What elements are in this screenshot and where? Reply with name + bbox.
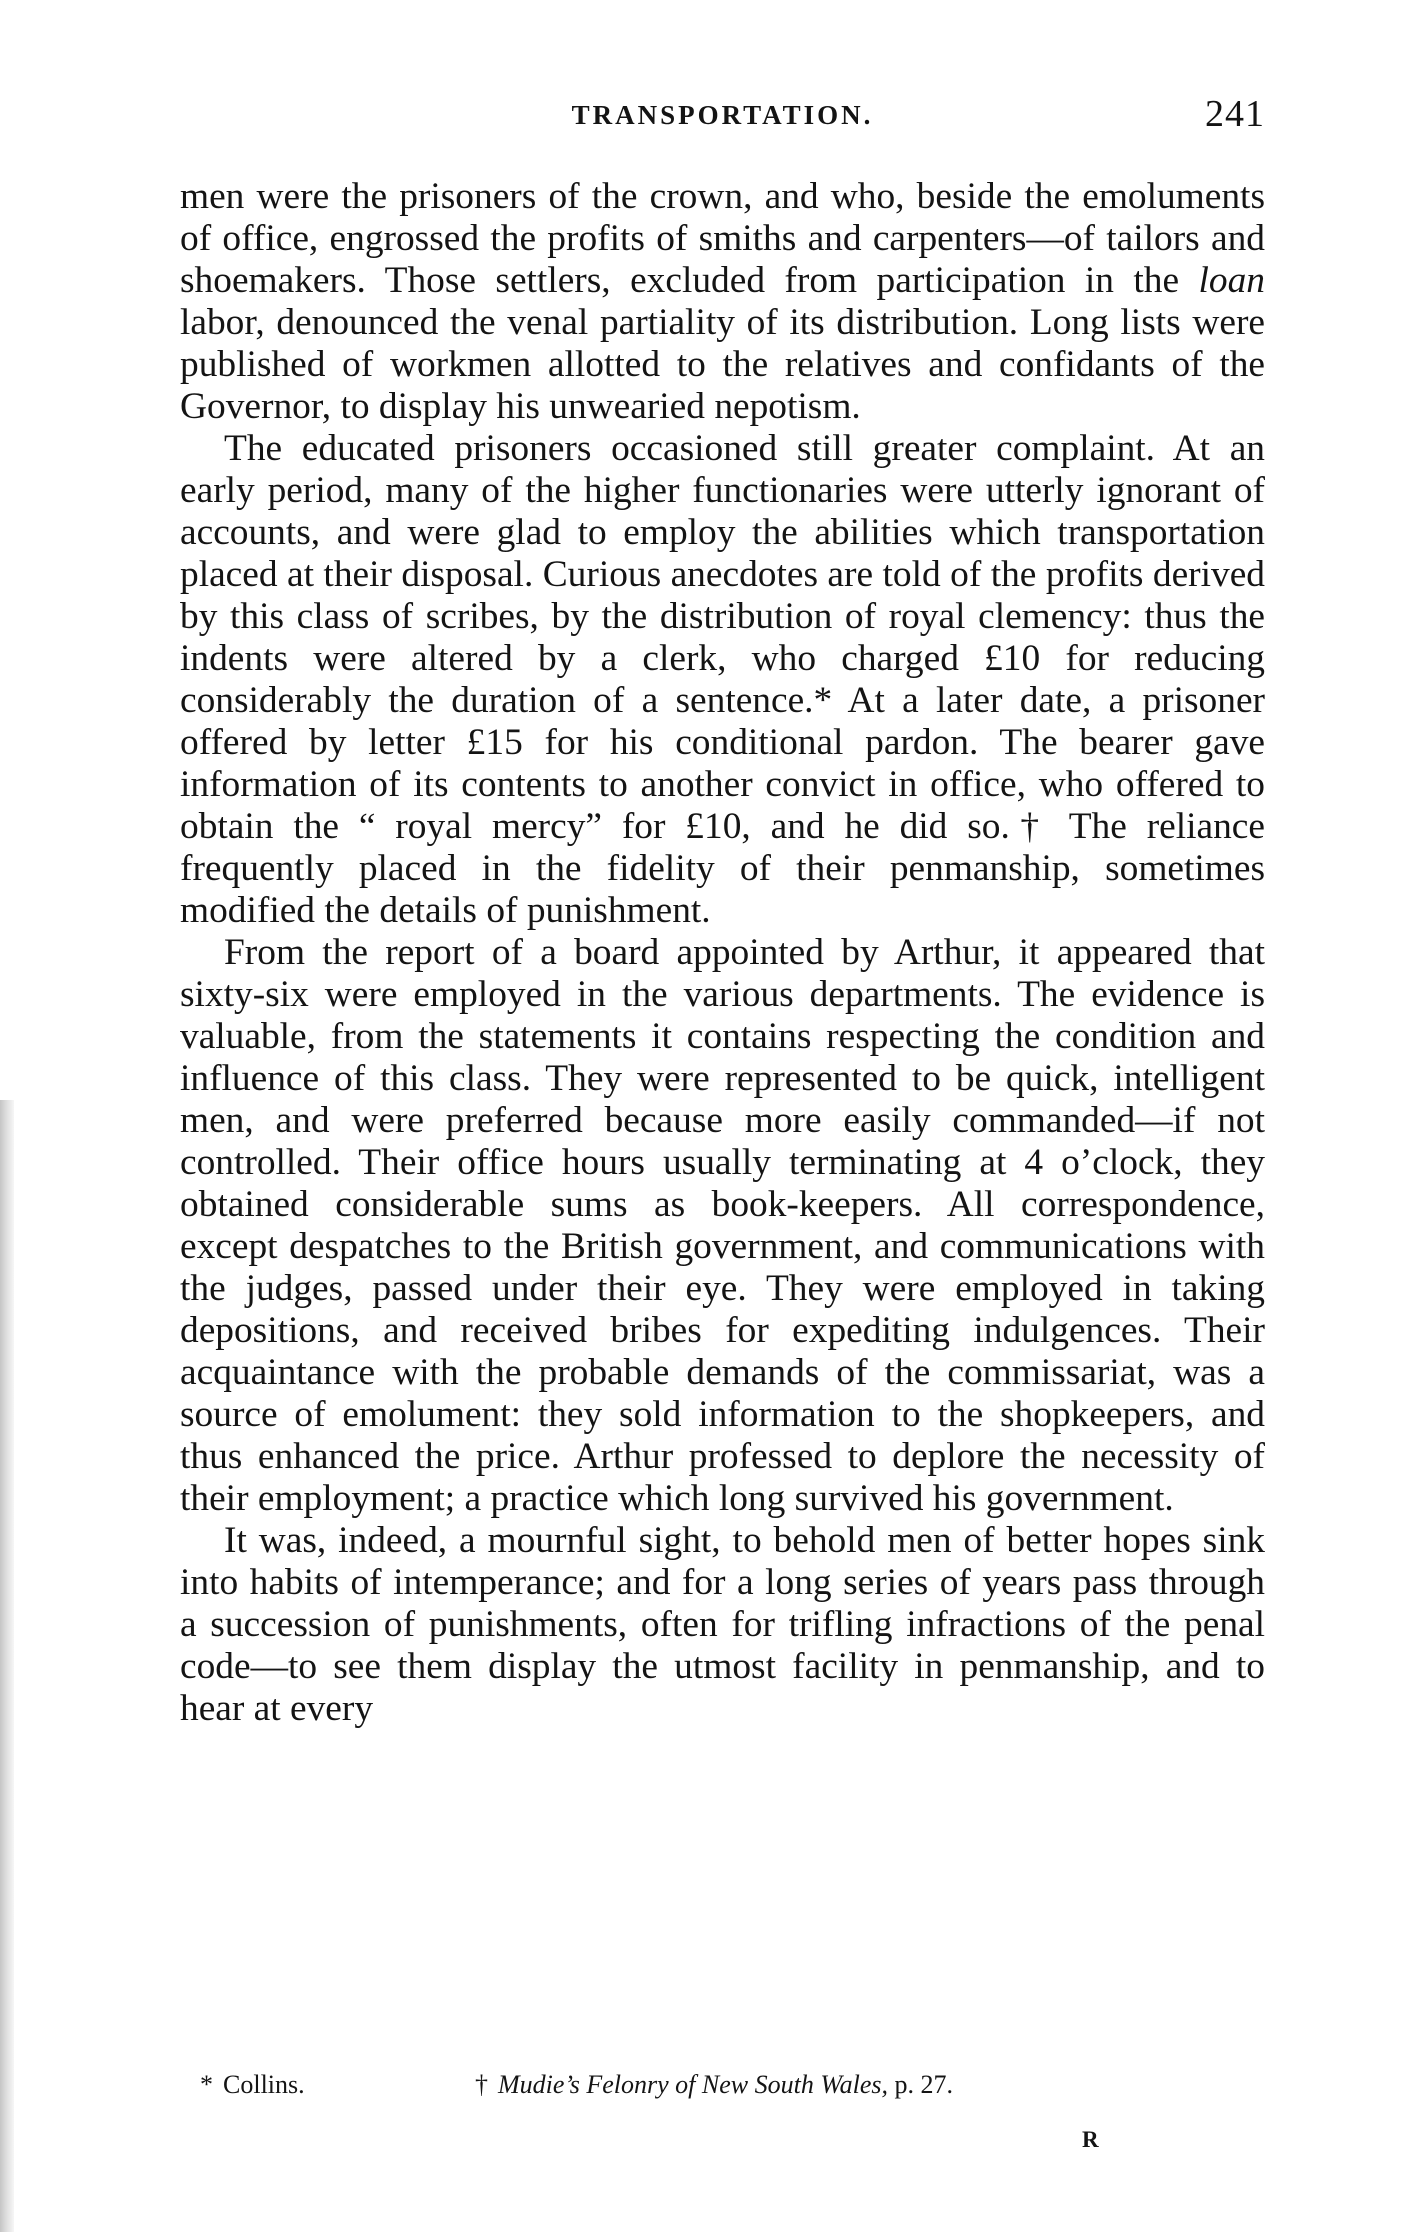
footnotes bbox=[200, 2070, 1250, 2106]
binding-edge-shadow bbox=[0, 1100, 14, 2232]
paragraph-4-text: It was, indeed, a mournful sight, to behold men of better hopes sink into habits of intemperance; and for a long series of years pass through a succession of punishments, often for trifling infractions of the penal code—to see them display the utmost facility in penmanship, and to hear at every bbox=[180, 1520, 1265, 1729]
footnote-collins-text: Collins. bbox=[223, 2070, 305, 2099]
body-text bbox=[180, 176, 1265, 1730]
paragraph-1-italic-loan: loan bbox=[1198, 260, 1265, 301]
footnote-mudie-ref: p. 27. bbox=[887, 2070, 953, 2099]
paragraph-1 bbox=[180, 176, 1265, 428]
signature-mark: R bbox=[1082, 2127, 1100, 2152]
paragraph-2 bbox=[180, 428, 1265, 932]
paragraph-1-text-a: men were the prisoners of the crown, and who, beside the emoluments of office, engrossed the profits of smiths and carpenters—of tailors and shoemakers. Those settlers, excluded from participation in the bbox=[180, 176, 1265, 301]
running-head bbox=[180, 93, 1265, 136]
footnote-dagger-mark: † bbox=[475, 2070, 488, 2099]
paragraph-3-text: From the report of a board appointed by Arthur, it appeared that sixty-six were employed in the various departments. The evidence is valuable, from the statements it contains respecting the condition and influence of this class. They were represented to be quick, intelligent men, and were preferred because more easily commanded—if not controlled. Their office hours usually terminating at 4 o’clock, they obtained considerable sums as book-keepers. All correspondence, except despatches to the British government, and communications with the judges, passed under their eye. They were employed in taking depositions, and received bribes for expediting indulgences. Their acquaintance with the probable demands of the commissariat, was a source of emolument: they sold information to the shopkeepers, and thus enhanced the price. Arthur professed to deplore the necessity of their employment; a practice which long survived his government. bbox=[180, 932, 1265, 1519]
paragraph-4 bbox=[180, 1520, 1265, 1730]
page-number: 241 bbox=[1205, 93, 1265, 135]
paragraph-2-text: The educated prisoners occasioned still greater complaint. At an early period, many of the higher functionaries were utterly ignorant of accounts, and were glad to employ the abilities which transportation placed at their disposal. Curious anecdotes are told of the profits derived by this class of scribes, by the distribution of royal clemency: thus the indents were altered by a clerk, who charged £10 for reducing considerably the duration of a sentence.* At a later date, a prisoner offered by letter £15 for his conditional pardon. The bearer gave information of its contents to another convict in office, who offered to obtain the “ royal mercy” for £10, and he did so.† The reliance frequently placed in the fidelity of their penmanship, sometimes modified the details of punishment. bbox=[180, 428, 1265, 931]
footnote-collins bbox=[200, 2070, 305, 2100]
footnote-mudie-title: Mudie’s Felonry of New South Wales, bbox=[498, 2070, 888, 2099]
paragraph-1-text-b: labor, denounced the venal partiality of its distribution. Long lists were published of workmen allotted to the relatives and confidants of the Governor, to display his unwearied nepotism. bbox=[180, 302, 1265, 427]
paragraph-3 bbox=[180, 932, 1265, 1520]
footnote-mudie bbox=[475, 2070, 953, 2100]
footnote-asterisk-mark: * bbox=[200, 2070, 213, 2099]
running-title: TRANSPORTATION. bbox=[571, 100, 874, 130]
